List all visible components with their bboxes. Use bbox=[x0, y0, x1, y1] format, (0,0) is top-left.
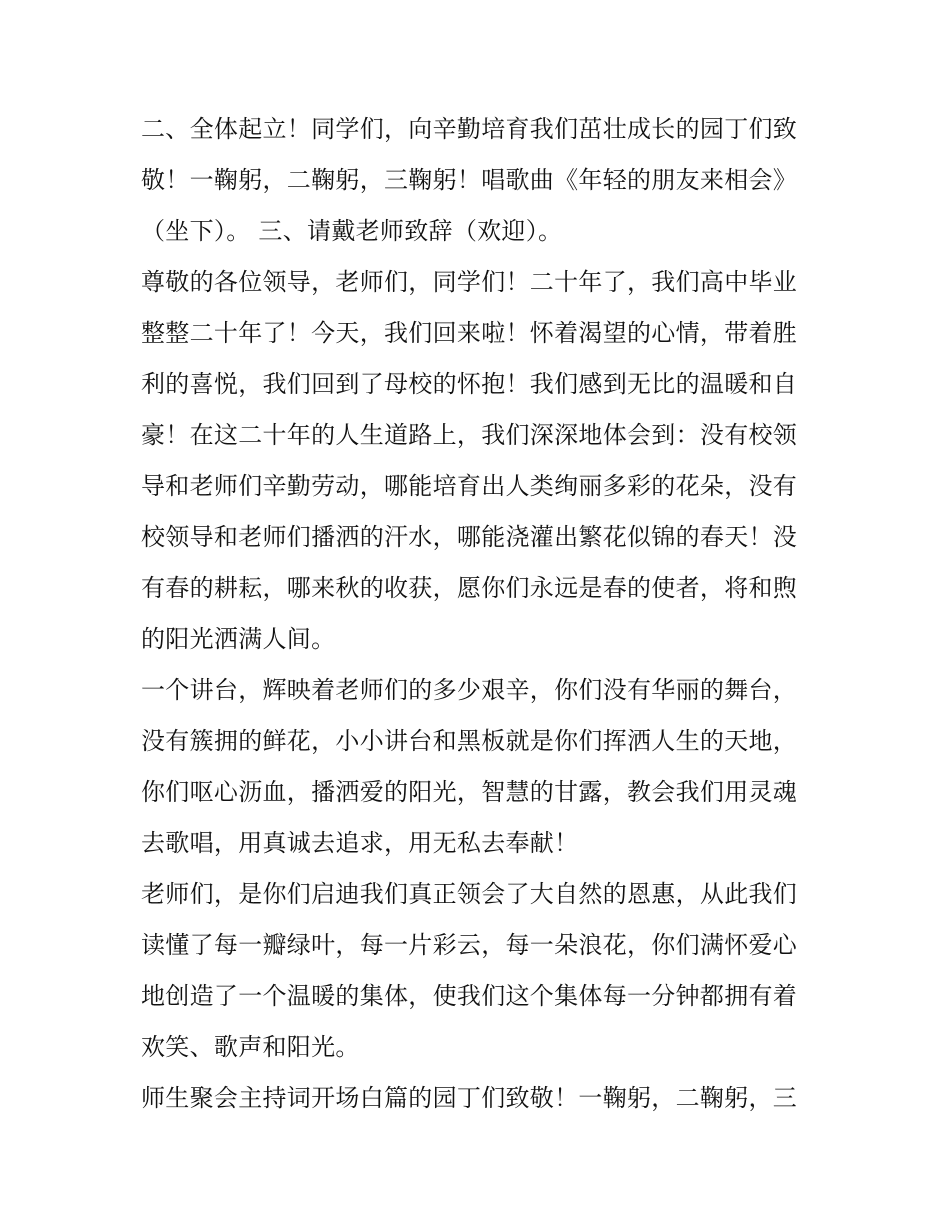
text-line-19: 欢笑、歌声和阳光。 bbox=[141, 1033, 360, 1061]
text-line-7: 豪！在这二十年的人生道路上，我们深深地体会到：没有校领 bbox=[141, 421, 798, 449]
text-line-4: 尊敬的各位领导，老师们，同学们！二十年了，我们高中毕业 bbox=[141, 268, 798, 296]
text-line-6: 利的喜悦，我们回到了母校的怀抱！我们感到无比的温暖和自 bbox=[141, 370, 798, 398]
text-line-9: 校领导和老师们播洒的汗水，哪能浇灌出繁花似锦的春天！没 bbox=[141, 523, 798, 551]
text-line-18: 地创造了一个温暖的集体，使我们这个集体每一分钟都拥有着 bbox=[141, 982, 798, 1010]
text-line-11: 的阳光洒满人间。 bbox=[141, 625, 336, 653]
text-line-16: 老师们，是你们启迪我们真正领会了大自然的恩惠，从此我们 bbox=[141, 880, 798, 908]
text-line-12: 一个讲台，辉映着老师们的多少艰辛，你们没有华丽的舞台， bbox=[141, 676, 798, 704]
document-body bbox=[141, 104, 821, 1124]
text-line-14: 你们呕心沥血，播洒爱的阳光，智慧的甘露，教会我们用灵魂 bbox=[141, 778, 798, 806]
text-line-10: 有春的耕耘，哪来秋的收获，愿你们永远是春的使者，将和煦 bbox=[141, 574, 798, 602]
text-line-13: 没有簇拥的鲜花，小小讲台和黑板就是你们挥洒人生的天地， bbox=[141, 727, 798, 755]
text-line-17: 读懂了每一瓣绿叶，每一片彩云，每一朵浪花，你们满怀爱心 bbox=[141, 931, 798, 959]
text-line-20: 师生聚会主持词开场白篇的园丁们致敬！一鞠躬，二鞠躬，三 bbox=[141, 1084, 798, 1112]
text-line-5: 整整二十年了！今天，我们回来啦！怀着渴望的心情，带着胜 bbox=[141, 319, 798, 347]
text-line-15: 去歌唱，用真诚去追求，用无私去奉献！ bbox=[141, 829, 579, 857]
text-line-2: 敬！一鞠躬，二鞠躬，三鞠躬！唱歌曲《年轻的朋友来相会》 bbox=[141, 166, 798, 194]
text-line-1: 二、全体起立！同学们，向辛勤培育我们茁壮成长的园丁们致 bbox=[141, 115, 798, 143]
text-line-3: （坐下）。 三、请戴老师致辞（欢迎）。 bbox=[141, 217, 563, 245]
text-line-8: 导和老师们辛勤劳动，哪能培育出人类绚丽多彩的花朵，没有 bbox=[141, 472, 798, 500]
